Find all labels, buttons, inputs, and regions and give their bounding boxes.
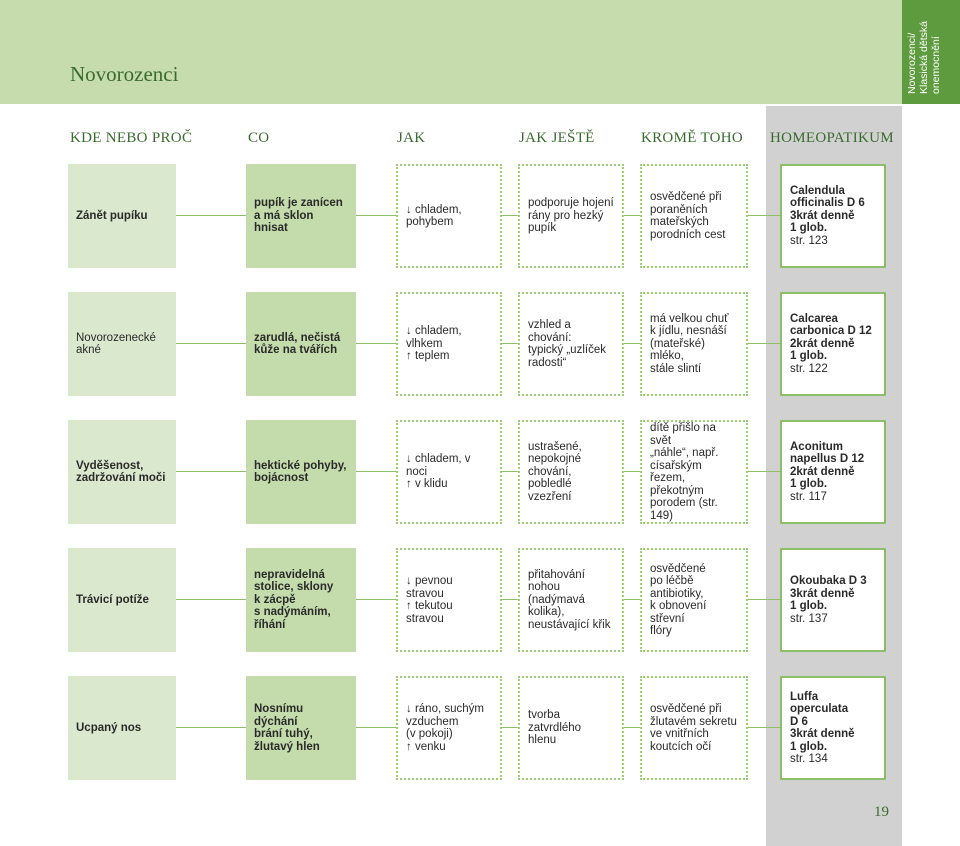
cell-jak-jeste: ustrašené, nepokojné chování, pobledlé vzezření	[518, 420, 624, 524]
column-headers	[0, 130, 960, 154]
remedy-dosage: Calcarea carbonica D 12 2krát denně 1 glob.	[790, 312, 872, 363]
cell-co: zarudlá, nečistá kůže na tvářích	[246, 292, 356, 396]
page-reference: str. 137	[790, 612, 828, 625]
remedy-dosage: Calendula officinalis D 6 3krát denně 1 glob.	[790, 184, 865, 235]
cell-homeopatikum	[780, 676, 886, 780]
page-number: 19	[874, 804, 889, 820]
remedy-dosage: Aconitum napellus D 12 2krát denně 1 glob.	[790, 440, 865, 491]
cell-krome-toho: má velkou chuť k jídlu, nesnáší (mateřské) mléko, stále slintí	[640, 292, 748, 396]
column-header-krome-toho: KROMĚ TOHO	[641, 130, 744, 146]
cell-jak: ↓ chladem, pohybem	[396, 164, 502, 268]
cell-jak-jeste: tvorba zatvrdlého hlenu	[518, 676, 624, 780]
remedy-dosage: Okoubaka D 3 3krát denně 1 glob.	[790, 575, 867, 612]
cell-krome-toho: osvědčené po léčbě antibiotiky, k obnovení střevní flóry	[640, 548, 748, 652]
cell-homeopatikum	[780, 292, 886, 396]
cell-co: Nosnímu dýchání brání tuhý, žlutavý hlen	[246, 676, 356, 780]
cell-kde-nebo-proc: Novorozenecké akné	[68, 292, 176, 396]
page-reference: str. 117	[790, 490, 827, 503]
chapter-side-tab-label: Novorozenci/ Klasická dětská onemocnění	[906, 21, 942, 94]
cell-krome-toho: osvědčené při poraněních mateřských porodních cest	[640, 164, 748, 268]
cell-kde-nebo-proc: Ucpaný nos	[68, 676, 176, 780]
table-row	[0, 676, 960, 780]
table-row	[0, 420, 960, 524]
table-row	[0, 548, 960, 652]
page-reference: str. 123	[790, 234, 828, 247]
column-header-jak-jeste: JAK JEŠTĚ	[519, 130, 595, 146]
cell-jak: ↓ chladem, vlhkem ↑ teplem	[396, 292, 502, 396]
cell-krome-toho: dítě přišlo na svět „náhle“, např. císařským řezem, překotným porodem (str. 149)	[640, 420, 748, 524]
page-reference: str. 122	[790, 362, 828, 375]
cell-jak-jeste: vzhled a chování: typický „uzlíček radosti“	[518, 292, 624, 396]
cell-co: nepravidelná stolice, sklony k zácpě s nadýmáním, říhání	[246, 548, 356, 652]
cell-jak-jeste: podporuje hojení rány pro hezký pupík	[518, 164, 624, 268]
cell-co: pupík je zanícen a má sklon hnisat	[246, 164, 356, 268]
cell-jak-jeste: přitahování nohou (nadýmavá kolika), neustávající křik	[518, 548, 624, 652]
cell-co: hektické pohyby, bojácnost	[246, 420, 356, 524]
column-header-kde-nebo-proc: KDE NEBO PROČ	[70, 130, 193, 146]
page-header	[0, 0, 902, 104]
cell-kde-nebo-proc: Trávicí potíže	[68, 548, 176, 652]
cell-homeopatikum	[780, 548, 886, 652]
column-header-jak: JAK	[397, 130, 426, 146]
page-title: Novorozenci	[70, 62, 179, 86]
cell-jak: ↓ chladem, v noci ↑ v klidu	[396, 420, 502, 524]
page-reference: str. 134	[790, 753, 828, 765]
table-row	[0, 164, 960, 268]
cell-homeopatikum	[780, 420, 886, 524]
cell-krome-toho: osvědčené při žlutavém sekretu ve vnitřních koutcích očí	[640, 676, 748, 780]
cell-kde-nebo-proc: Zánět pupíku	[68, 164, 176, 268]
remedy-dosage: Luffa operculata D 6 3krát denně 1 glob.	[790, 690, 855, 753]
table-row	[0, 292, 960, 396]
cell-homeopatikum	[780, 164, 886, 268]
cell-jak: ↓ ráno, suchým vzduchem (v pokoji) ↑ venku	[396, 676, 502, 780]
cell-kde-nebo-proc: Vyděšenost, zadržování moči	[68, 420, 176, 524]
column-header-co: CO	[248, 130, 270, 146]
cell-jak: ↓ pevnou stravou ↑ tekutou stravou	[396, 548, 502, 652]
column-header-homeopatikum: HOMEOPATIKUM	[770, 130, 894, 146]
